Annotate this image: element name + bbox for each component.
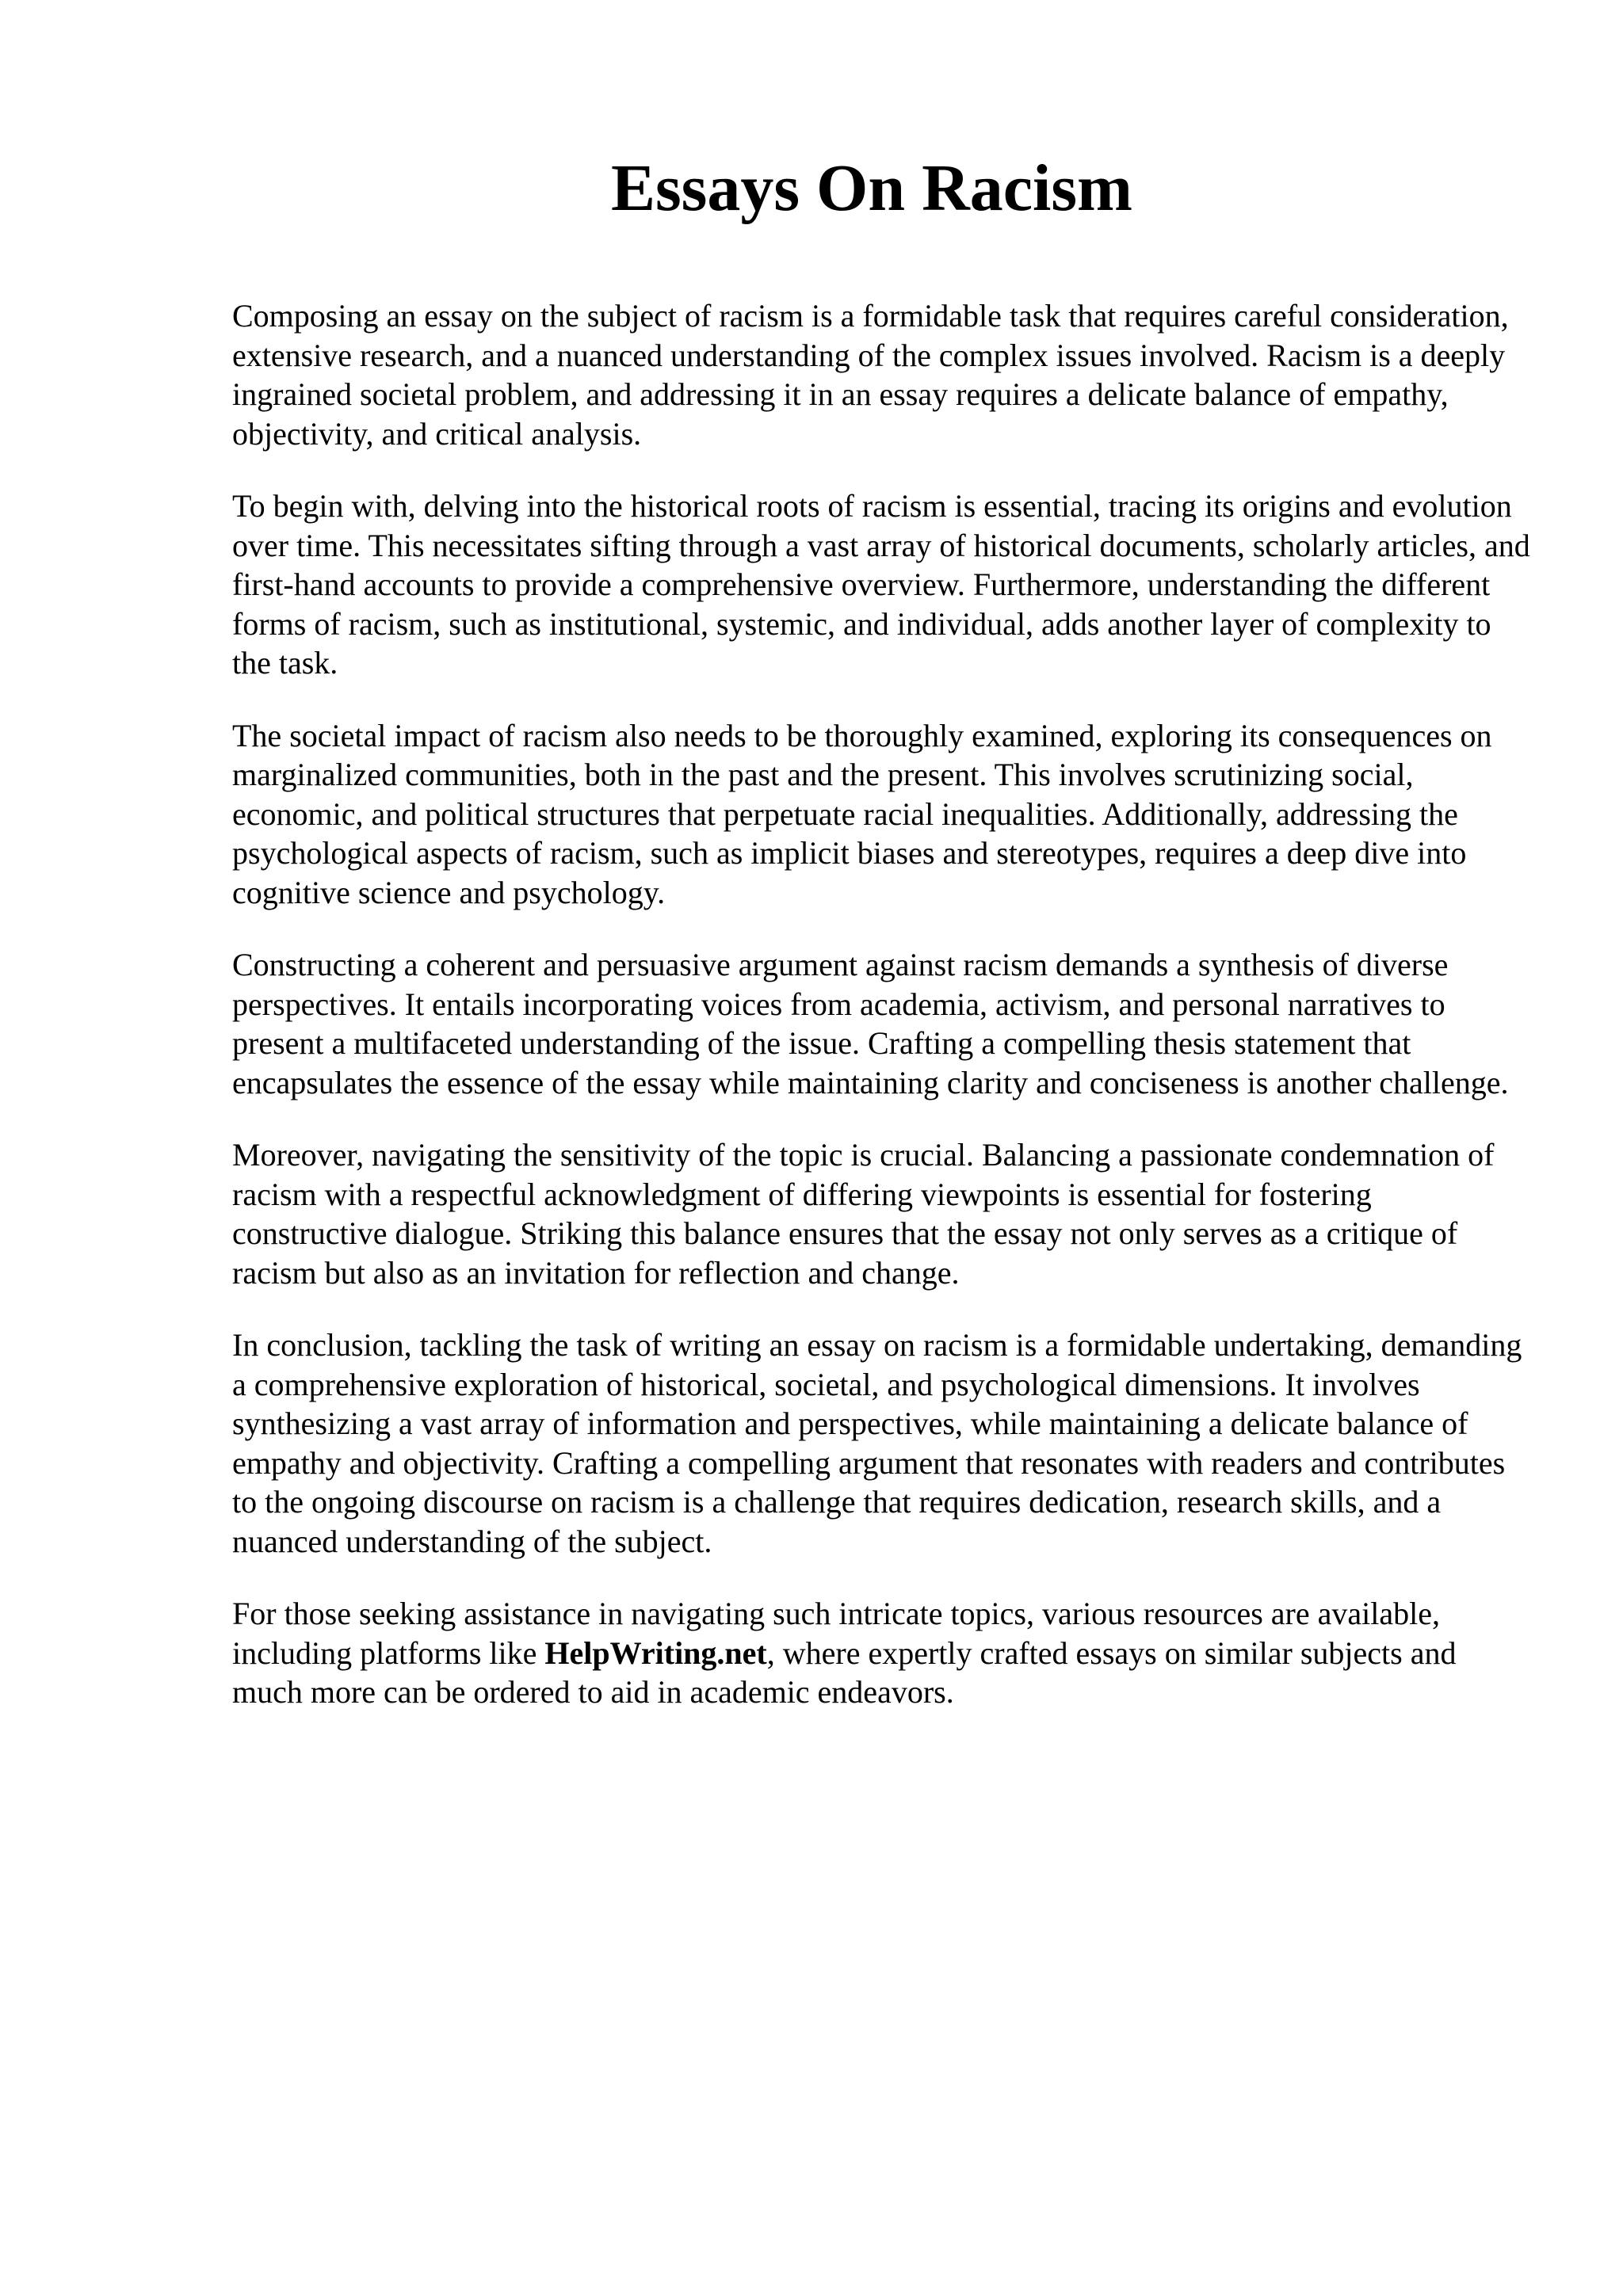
closing-text-before: For those seeking assistance in navigating such intricate topics, various resources are available, including platforms like [232, 1596, 1440, 1671]
paragraph-1: Composing an essay on the subject of racism is a formidable task that requires careful consideration, extensive research, and a nuanced understanding of the complex issues involved. Racism is a deeply ingrained societal problem, and addressing it in an essay requires a delicate balance of empathy, objectivity, and critical analysis. [232, 298, 1509, 452]
paragraph-6: In conclusion, tackling the task of writing an essay on racism is a formidable undertaking, demanding a comprehensive exploration of historical, societal, and psychological dimensions. It involves synthesizing a vast array of information and perspectives, while maintaining a delicate balance of empathy and objectivity. Crafting a compelling argument that resonates with readers and contributes to the ongoing discourse on racism is a challenge that requires dedication, research skills, and a nuanced understanding of the subject. [232, 1327, 1522, 1559]
paragraph-3: The societal impact of racism also needs to be thoroughly examined, exploring its consequences on marginalized communities, both in the past and the present. This involves scrutinizing social, economic, and political structures that perpetuate racial inequalities. Additionally, addressing the psychological aspects of racism, such as implicit biases and stereotypes, requires a deep dive into cognitive science and psychology. [232, 717, 1492, 910]
page-title: Essays On Racism [610, 151, 1133, 225]
paragraph-5: Moreover, navigating the sensitivity of the topic is crucial. Balancing a passionate condemnation of racism with a respectful acknowledgment of differing viewpoints is essential for fostering constructive dialogue. Striking this balance ensures that the essay not only serves as a critique of racism but also as an invitation for reflection and change. [232, 1137, 1495, 1291]
helpwriting-link[interactable]: HelpWriting.net [544, 1634, 767, 1671]
closing-text-after: , where expertly crafted essays on similar subjects and much more can be ordered to aid in academic endeavors. [232, 1634, 1457, 1710]
paragraph-closing [232, 1594, 1532, 1712]
paragraph-2: To begin with, delving into the historical roots of racism is essential, tracing its origins and evolution over time. This necessitates sifting through a vast array of historical documents, scholarly articles, and first-hand accounts to provide a comprehensive overview. Furthermore, understanding the different forms of racism, such as institutional, systemic, and individual, adds another layer of complexity to the task. [232, 488, 1530, 681]
essay-body [232, 296, 1532, 1745]
paragraph-4: Constructing a coherent and persuasive argument against racism demands a synthesis of diverse perspectives. It entails incorporating voices from academia, activism, and personal narratives to present a multifaceted understanding of the issue. Crafting a compelling thesis statement that encapsulates the essence of the essay while maintaining clarity and conciseness is another challenge. [232, 947, 1509, 1100]
